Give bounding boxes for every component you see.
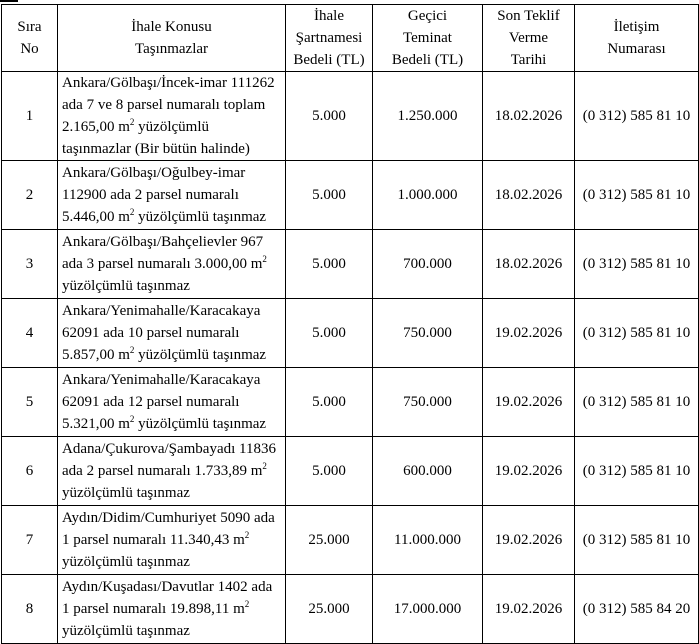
row-no: 1 [2, 72, 58, 161]
header-deposit: Geçici Teminat Bedeli (TL) [373, 5, 483, 72]
header-row [2, 5, 699, 72]
row-phone: (0 312) 585 81 10 [575, 161, 699, 230]
row-spec-fee: 5.000 [286, 72, 373, 161]
row-subject: Ankara/Gölbaşı/Oğulbey-imar 112900 ada 2 parsel numaralı 5.446,00 $m^2$ yüzölçümlü taşınmaz [58, 161, 286, 230]
row-phone: (0 312) 585 81 10 [575, 230, 699, 299]
table-row [2, 506, 699, 575]
row-subject: Ankara/Yenimahalle/Karacakaya 62091 ada 12 parsel numaralı 5.321,00 $m^2$ yüzölçümlü taşınmaz [58, 368, 286, 437]
row-phone: (0 312) 585 81 10 [575, 299, 699, 368]
row-date: 19.02.2026 [483, 299, 575, 368]
row-subject: Ankara/Yenimahalle/Karacakaya 62091 ada 10 parsel numaralı 5.857,00 $m^2$ yüzölçümlü taşınmaz [58, 299, 286, 368]
header-contact: İletişim Numarası [575, 5, 699, 72]
row-subject: Aydın/Didim/Cumhuriyet 5090 ada 1 parsel numaralı 11.340,43 $m^2$ yüzölçümlü taşınmaz [58, 506, 286, 575]
row-phone: (0 312) 585 81 10 [575, 72, 699, 161]
table-row [2, 368, 699, 437]
row-date: 19.02.2026 [483, 506, 575, 575]
table-row [2, 72, 699, 161]
row-phone: (0 312) 585 81 10 [575, 437, 699, 506]
row-deposit: 750.000 [373, 368, 483, 437]
row-no: 8 [2, 575, 58, 644]
row-subject: Adana/Çukurova/Şambayadı 11836 ada 2 parsel numaralı 1.733,89 $m^2$ yüzölçümlü taşınmaz [58, 437, 286, 506]
row-no: 2 [2, 161, 58, 230]
row-date: 18.02.2026 [483, 161, 575, 230]
row-spec-fee: 25.000 [286, 575, 373, 644]
row-deposit: 750.000 [373, 299, 483, 368]
row-no: 6 [2, 437, 58, 506]
table-row [2, 230, 699, 299]
row-phone: (0 312) 585 84 20 [575, 575, 699, 644]
auction-table [1, 4, 699, 644]
row-date: 19.02.2026 [483, 368, 575, 437]
row-deposit: 600.000 [373, 437, 483, 506]
row-subject: Aydın/Kuşadası/Davutlar 1402 ada 1 parsel numaralı 19.898,11 $m^2$ yüzölçümlü taşınmaz [58, 575, 286, 644]
row-subject: Ankara/Gölbaşı/Bahçelievler 967 ada 3 parsel numaralı 3.000,00 $m^2$ yüzölçümlü taşınmaz [58, 230, 286, 299]
row-deposit: 1.250.000 [373, 72, 483, 161]
row-no: 3 [2, 230, 58, 299]
row-no: 5 [2, 368, 58, 437]
header-subject: İhale Konusu Taşınmazlar [58, 5, 286, 72]
header-deadline: Son Teklif Verme Tarihi [483, 5, 575, 72]
row-date: 19.02.2026 [483, 437, 575, 506]
table-row [2, 437, 699, 506]
row-phone: (0 312) 585 81 10 [575, 368, 699, 437]
row-spec-fee: 5.000 [286, 437, 373, 506]
row-deposit: 17.000.000 [373, 575, 483, 644]
row-spec-fee: 5.000 [286, 299, 373, 368]
header-spec-fee: İhale Şartnamesi Bedeli (TL) [286, 5, 373, 72]
row-deposit: 11.000.000 [373, 506, 483, 575]
row-date: 18.02.2026 [483, 230, 575, 299]
table-row [2, 161, 699, 230]
row-no: 4 [2, 299, 58, 368]
row-date: 18.02.2026 [483, 72, 575, 161]
row-date: 19.02.2026 [483, 575, 575, 644]
top-rule [0, 0, 18, 2]
row-subject: Ankara/Gölbaşı/İncek-imar 111262 ada 7 ve 8 parsel numaralı toplam 2.165,00 $m^2$ yüzölçümlü taşınmazlar (Bir bütün halinde) [58, 72, 286, 161]
row-no: 7 [2, 506, 58, 575]
table-row [2, 575, 699, 644]
row-deposit: 700.000 [373, 230, 483, 299]
row-phone: (0 312) 585 81 10 [575, 506, 699, 575]
header-no: Sıra No [2, 5, 58, 72]
row-spec-fee: 5.000 [286, 368, 373, 437]
row-spec-fee: 25.000 [286, 506, 373, 575]
row-deposit: 1.000.000 [373, 161, 483, 230]
row-spec-fee: 5.000 [286, 230, 373, 299]
row-spec-fee: 5.000 [286, 161, 373, 230]
table-row [2, 299, 699, 368]
